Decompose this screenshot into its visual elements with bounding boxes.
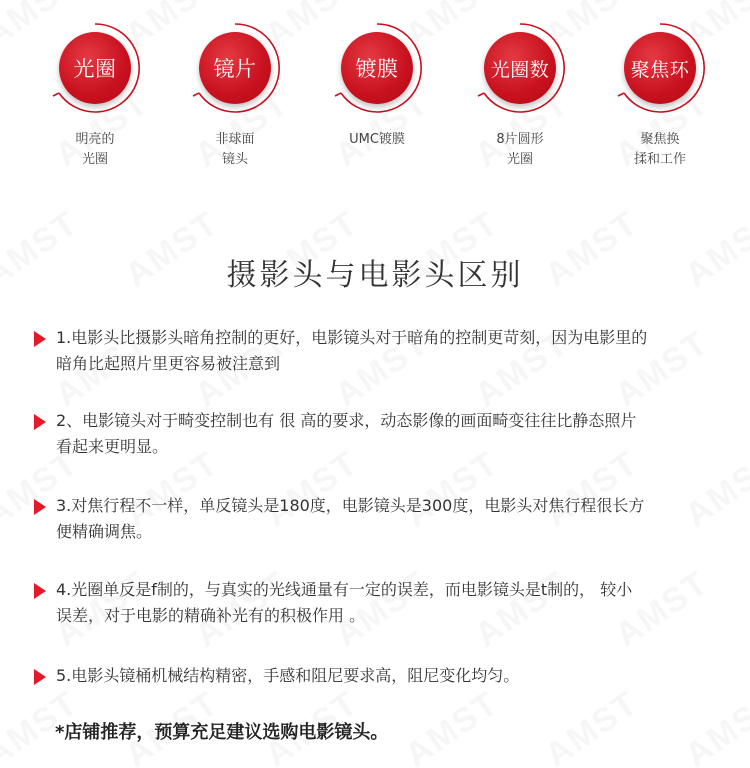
feature-coating xyxy=(317,20,437,150)
feature-description: UMC镀膜 xyxy=(349,132,405,147)
feature-aperture xyxy=(35,20,155,170)
feature-disc xyxy=(59,32,131,104)
watermark-text xyxy=(678,684,750,768)
triangle-bullet-icon xyxy=(34,669,46,685)
feature-description: 聚焦换 揉和工作 xyxy=(633,132,686,167)
triangle-bullet-icon xyxy=(34,414,46,430)
feature-row xyxy=(0,20,750,180)
triangle-bullet-icon xyxy=(34,499,46,515)
feature-focus-ring xyxy=(600,20,720,170)
feature-disc xyxy=(199,32,271,104)
watermark-text xyxy=(538,684,646,768)
store-recommendation: *店铺推荐，预算充足建议选购电影镜头。 xyxy=(55,722,389,743)
triangle-bullet-icon xyxy=(34,583,46,599)
feature-label: 光圈数 xyxy=(490,58,550,81)
feature-badge xyxy=(329,20,425,116)
feature-label: 镀膜 xyxy=(355,57,399,81)
feature-label: 聚焦环 xyxy=(630,58,690,81)
feature-description: 8片圆形 光圈 xyxy=(496,132,544,167)
feature-description: 非球面 镜头 xyxy=(215,132,255,167)
feature-lens xyxy=(175,20,295,170)
list-item: 3.对焦行程不一样，单反镜头是180度，电影镜头是300度，电影头对焦行程很长方 便精确调焦。 xyxy=(30,493,750,545)
feature-badge xyxy=(472,20,568,116)
feature-disc xyxy=(624,32,696,104)
watermark-text xyxy=(398,684,506,768)
feature-badge xyxy=(187,20,283,116)
feature-aperture-blades xyxy=(460,20,580,170)
section-title: 摄影头与电影头区别 xyxy=(226,258,524,293)
feature-label: 镜片 xyxy=(213,57,257,81)
feature-disc xyxy=(484,32,556,104)
feature-disc xyxy=(341,32,413,104)
feature-badge xyxy=(612,20,708,116)
list-item: 4.光圈单反是f制的，与真实的光线通量有一定的误差，而电影镜头是t制的， 较小 误差，对于电影的精确补光有的积极作用 。 xyxy=(30,577,750,629)
feature-description: 明亮的 光圈 xyxy=(75,132,115,167)
triangle-bullet-icon xyxy=(34,331,46,347)
feature-label: 光圈 xyxy=(73,57,117,81)
list-item: 5.电影头镜桶机械结构精密，手感和阻尼要求高，阻尼变化均匀。 xyxy=(30,663,750,689)
list-item: 2、电影镜头对于畸变控制也有 很 高的要求，动态影像的画面畸变往往比静态照片 看起来更明显。 xyxy=(30,408,750,460)
list-item: 1.电影头比摄影头暗角控制的更好，电影镜头对于暗角的控制更苛刻，因为电影里的 暗角比起照片里更容易被注意到 xyxy=(30,325,750,377)
feature-badge xyxy=(47,20,143,116)
